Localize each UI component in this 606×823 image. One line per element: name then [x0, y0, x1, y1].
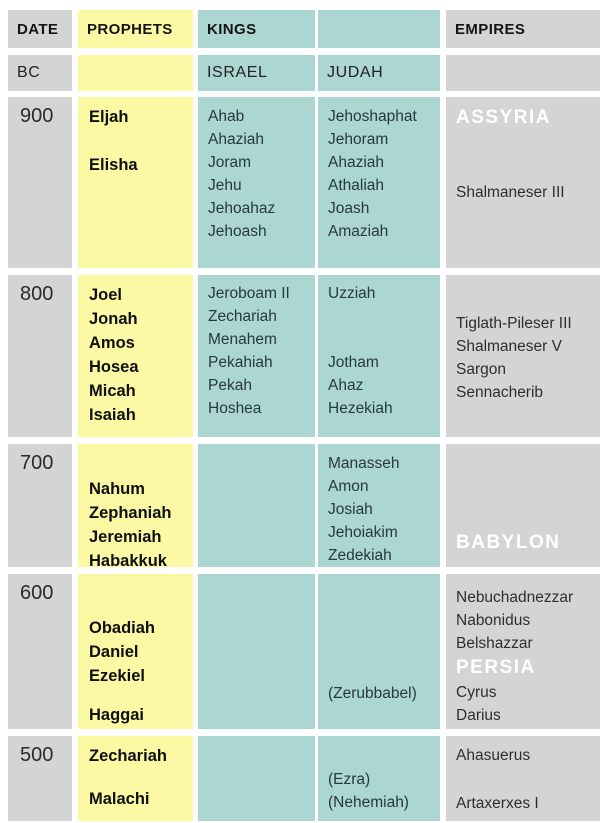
subheader-row	[8, 55, 606, 91]
ruler-name: Sennacherib	[456, 384, 544, 401]
judah-kings-cell	[318, 97, 440, 268]
prophet-name: Habakkuk	[89, 552, 167, 570]
king-name: Ahaziah	[208, 131, 265, 148]
prophet-name: Haggai	[89, 706, 145, 724]
prophet-name: Ezekiel	[89, 667, 145, 685]
prophet-name: Hosea	[89, 358, 139, 376]
ruler-name: Sargon	[456, 361, 506, 378]
ruler-name: Cyrus	[456, 684, 497, 701]
king-name: Jehu	[208, 177, 242, 194]
prophet-name: Elisha	[89, 156, 138, 174]
israel-kings-cell	[198, 736, 315, 821]
king-name: Joram	[208, 154, 252, 171]
empire-label: PERSIA	[456, 657, 536, 678]
king-name: Jehoram	[328, 131, 389, 148]
king-name: (Zerubbabel)	[328, 685, 417, 702]
king-name: Pekahiah	[208, 354, 273, 371]
date-cell: 900	[8, 97, 72, 268]
ruler-name: Nebuchadnezzar	[456, 589, 574, 606]
prophet-name: Zephaniah	[89, 504, 172, 522]
empires-cell	[446, 736, 600, 821]
prophets-cell	[78, 444, 193, 570]
king-name: Josiah	[328, 501, 373, 518]
israel-kings-cell	[198, 444, 315, 567]
ruler-name: Shalmaneser III	[456, 184, 565, 201]
empires-cell	[446, 574, 600, 729]
king-name: Jotham	[328, 354, 379, 371]
israel-kings-cell	[198, 275, 315, 437]
king-name: Ahab	[208, 108, 245, 125]
subheader-judah: JUDAH	[318, 55, 440, 91]
prophet-name: Jonah	[89, 310, 138, 328]
period-row-600	[8, 574, 606, 729]
ruler-name: Ahasuerus	[456, 747, 531, 764]
period-row-500	[8, 736, 606, 821]
judah-kings-cell	[318, 444, 440, 567]
king-name: (Nehemiah)	[328, 794, 409, 811]
period-row-900	[8, 97, 606, 268]
header-kings: KINGS	[198, 10, 315, 48]
header-row	[8, 10, 606, 48]
prophets-cell	[78, 574, 193, 729]
ruler-name: Artaxerxes I	[456, 795, 539, 812]
king-name: Ahaz	[328, 377, 364, 394]
ruler-name: Darius	[456, 707, 501, 724]
prophet-name: Micah	[89, 382, 136, 400]
empires-cell	[446, 444, 600, 567]
king-name: Uzziah	[328, 285, 376, 302]
header-date: DATE	[8, 10, 72, 48]
subheader-empires-spacer	[446, 55, 600, 91]
israel-kings-cell	[198, 574, 315, 729]
empire-label: BABYLON	[456, 532, 561, 553]
empire-label: ASSYRIA	[456, 107, 551, 128]
prophets-cell	[78, 97, 193, 268]
king-name: Manasseh	[328, 455, 400, 472]
ruler-name: Tiglath-Pileser III	[456, 315, 572, 332]
ruler-name: Shalmaneser V	[456, 338, 562, 355]
king-name: Jehoiakim	[328, 524, 398, 541]
king-name: Jehoshaphat	[328, 108, 417, 125]
israel-kings-cell	[198, 97, 315, 268]
king-name: Menahem	[208, 331, 277, 348]
date-cell: 500	[8, 736, 72, 821]
empires-cell	[446, 275, 600, 437]
judah-kings-cell	[318, 275, 440, 437]
king-name: Pekah	[208, 377, 252, 394]
prophet-name: Isaiah	[89, 406, 136, 424]
prophet-name: Amos	[89, 334, 135, 352]
date-cell: 800	[8, 275, 72, 437]
period-row-700	[8, 444, 606, 570]
ruler-name: Nabonidus	[456, 612, 531, 629]
king-name: Hezekiah	[328, 400, 393, 417]
subheader-prophets-spacer	[78, 55, 193, 91]
king-name: Ahaziah	[328, 154, 385, 171]
king-name: Hoshea	[208, 400, 262, 417]
ruler-name: Belshazzar	[456, 635, 533, 652]
king-name: Zechariah	[208, 308, 277, 325]
king-name: Jehoash	[208, 223, 267, 240]
king-name: Amon	[328, 478, 369, 495]
king-name: (Ezra)	[328, 771, 371, 788]
date-cell: 600	[8, 574, 72, 729]
king-name: Amaziah	[328, 223, 389, 240]
period-row-800	[8, 275, 606, 437]
prophets-cell	[78, 275, 193, 437]
judah-kings-cell	[318, 736, 440, 821]
king-name: Athaliah	[328, 177, 385, 194]
prophet-name: Daniel	[89, 643, 139, 661]
header-kings-spacer	[318, 10, 440, 48]
king-name: Joash	[328, 200, 370, 217]
empires-cell	[446, 97, 600, 268]
king-name: Zedekiah	[328, 547, 392, 564]
king-name: Jehoahaz	[208, 200, 276, 217]
prophet-name: Eljah	[89, 108, 129, 126]
prophet-name: Obadiah	[89, 619, 156, 637]
prophet-name: Joel	[89, 286, 123, 304]
prophet-name: Zechariah	[89, 747, 167, 765]
king-name: Jeroboam II	[208, 285, 290, 302]
header-prophets: PROPHETS	[78, 10, 193, 48]
subheader-era: BC	[8, 55, 72, 91]
prophet-name: Nahum	[89, 480, 145, 498]
date-cell: 700	[8, 444, 72, 567]
judah-kings-cell	[318, 574, 440, 729]
header-empires: EMPIRES	[446, 10, 600, 48]
subheader-israel: ISRAEL	[198, 55, 315, 91]
prophets-cell	[78, 736, 193, 821]
prophet-name: Malachi	[89, 790, 150, 808]
prophet-name: Jeremiah	[89, 528, 162, 546]
